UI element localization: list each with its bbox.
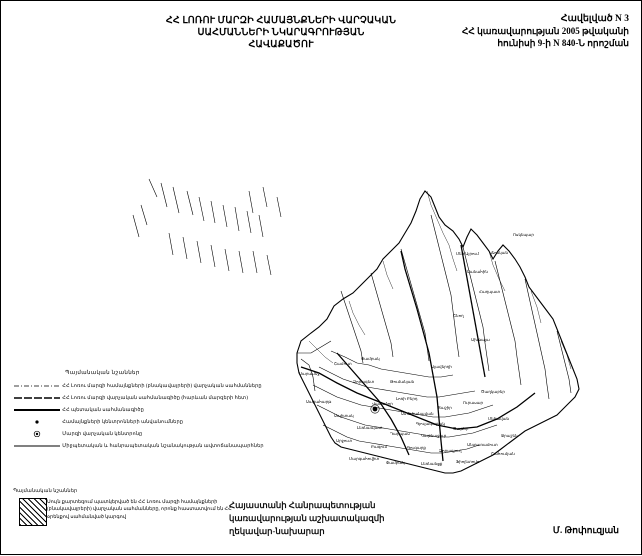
map-label: Գյուլագարակ [416, 421, 445, 426]
legend-item-label: Համայնքների կենտրոնների անվանումները [62, 418, 184, 425]
signature-line-2: կառավարության աշխատակազմի [229, 513, 385, 523]
annex-number: Հավելված N 3 [560, 14, 629, 24]
map-label: Լեռնանցք [421, 461, 443, 466]
legend-symbol-road-line [13, 442, 61, 449]
decision-line-2: հունիսի 9-ի N 840-Ն որոշման [497, 38, 629, 48]
legend-item-label: Մարզի վարչական կենտրոնը [62, 430, 143, 437]
map-label: Կաթնաջուր [421, 433, 447, 438]
notes-block [13, 488, 238, 521]
map-label: Սարահարթ [306, 399, 332, 404]
map-label: Բազում [371, 444, 388, 449]
legend-item-label: ՀՀ Լոռու մարզի համայնքների (բնակավայրերի) վարչական սահմանները [62, 382, 262, 389]
legend-symbol-dashed-line [13, 382, 61, 389]
signer-name: Մ. Թոփուզյան [552, 525, 619, 535]
map-label: Փամբակ [386, 460, 405, 465]
title-line-1: ՀՀ ԼՈՌՈՒ ՄԱՐԶԻ ՀԱՄԱՅՆՔՆԵՐԻ ՎԱՐՉԱԿԱՆ [165, 16, 397, 26]
map-label: Սարամեջ [299, 371, 320, 376]
signature-line-3: ղեկավար-նախարար [229, 526, 325, 536]
map-label: Շամուտ [334, 361, 352, 366]
map-label: Գուգարք [407, 445, 426, 450]
map-label: Արջուտ [336, 438, 353, 443]
map-label: Դարպաս [390, 431, 410, 436]
legend-symbol-dot [13, 418, 61, 425]
map-label: Սանահին [467, 269, 488, 274]
map-label: Ստեփանավան [401, 411, 434, 416]
map-label: Ալավերդի [431, 364, 452, 369]
legend-item-community-centers [13, 418, 268, 427]
title-line-2: ՍԱՀՄԱՆՆԵՐԻ ՆԿԱՐԱԳՐՈՒԹՅԱՆ [197, 28, 365, 38]
title-line-3: ՀԱՎԱՔԱԾՈՒ [248, 40, 314, 50]
map-label: Ձորագյուղ [439, 448, 462, 453]
map-label: Շահումյան [491, 451, 515, 456]
legend-item-marz-border [13, 394, 268, 403]
map-label: Թումանյան [390, 379, 415, 384]
legend-item-label: ՀՀ Լոռու մարզի վարչական սահմանագիծը (հարևան մարզերի հետ) [62, 394, 248, 401]
legend-item-marz-center [13, 430, 268, 439]
map-label: Ոսկեպար [513, 232, 534, 237]
map-label: Ձորագետ [353, 379, 375, 384]
map-label: Շնող [453, 313, 464, 318]
map-label: Ջրաշեն [501, 433, 518, 438]
notes-title: Պայմանական նշաններ [13, 488, 78, 494]
map-graphic [1, 1, 642, 556]
map-label: Մարգահովիտ [349, 456, 380, 461]
notes-text: Սույն քարտեզում պատկերված են ՀՀ Լոռու մարզի համայնքների (բնակավայրերի) վարչական սահմանները, որոնք հաստատվում են ՀՀ օրենքով սահմանված կարգով [47, 499, 232, 520]
legend-title: Պայմանական նշաններ [65, 370, 140, 376]
legend-symbol-circled-dot [13, 430, 61, 437]
legend-item-roads [13, 442, 268, 451]
map-label: Ախթալա [471, 337, 490, 342]
map-label: Անտառամուտ [467, 442, 498, 447]
map-label: Լոռի Բերդ [396, 396, 418, 401]
map-label: Մեծավան [488, 416, 510, 421]
map-label: Սպիտակ [334, 413, 354, 418]
legend [13, 369, 268, 454]
map-label: Ուրասար [463, 400, 484, 405]
map-label: Լեռնապատ [357, 425, 383, 430]
signature-block [229, 499, 469, 538]
map-label: Ծաթեր [453, 426, 469, 431]
map-label: Ծաղկաբեր [481, 389, 505, 394]
map-label: Հաղպատ [479, 289, 500, 294]
signature-line-1: Հայաստանի Հանրապետության [229, 500, 376, 510]
map-label-region-center: Վանաձոր [372, 401, 393, 406]
map-label: Տաշիր [438, 405, 452, 410]
legend-symbol-marz-line [13, 394, 61, 401]
map-label: Մեծ Այրում [456, 251, 479, 256]
decision-line-1: ՀՀ կառավարության 2005 թվականի [461, 26, 629, 36]
legend-item-community-borders [13, 382, 268, 391]
map-label: Ճոճկան [491, 250, 509, 255]
legend-item-state-border [13, 406, 268, 415]
legend-symbol-state-line [13, 406, 61, 413]
legend-item-label: Միջպետական և հանրապետական նշանակության ավտոճանապարհներ [62, 442, 264, 449]
map-label: Փամբակ [361, 356, 380, 361]
map-label: Ֆիոլետովո [456, 459, 480, 464]
hatch-swatch-icon [19, 498, 47, 526]
legend-item-label: ՀՀ պետական սահմանագիծը [62, 406, 144, 413]
